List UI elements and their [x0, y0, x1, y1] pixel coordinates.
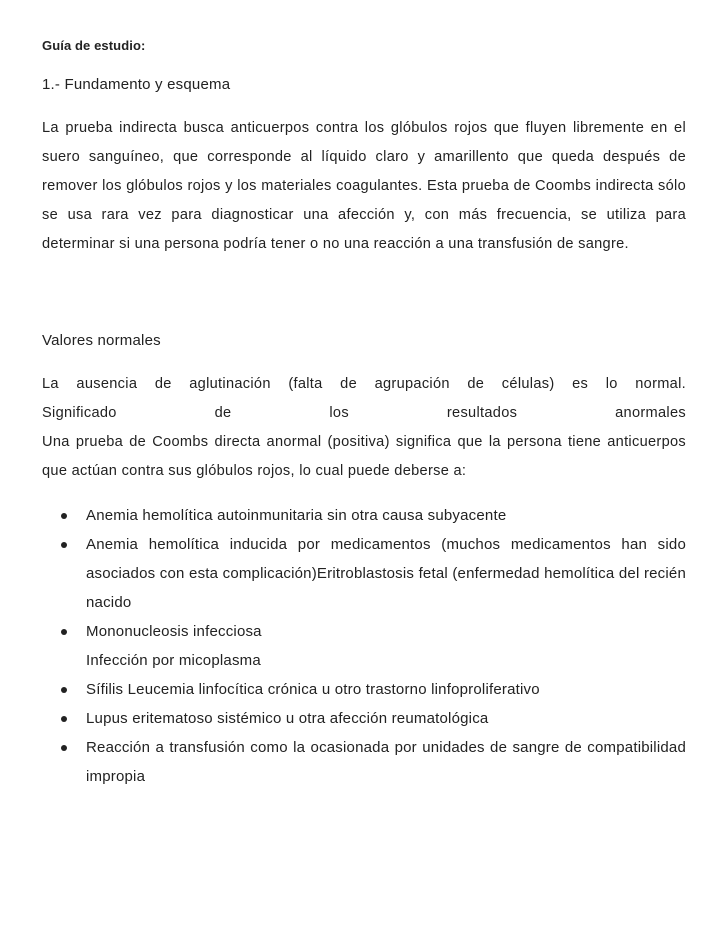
- list-item-text: Anemia hemolítica inducida por medicamentos (muchos medicamentos han sido asociados con esta complicación)Eritroblastosis fetal (enfermedad hemolítica del recién nacido: [86, 536, 686, 611]
- significance-word: de: [214, 405, 232, 421]
- bullet-icon: [61, 745, 67, 751]
- bullet-icon: [61, 629, 67, 635]
- list-item: [42, 733, 686, 791]
- list-item-text: Lupus eritematoso sistémico u otra afección reumatológica: [86, 710, 489, 727]
- normal-values-line: La ausencia de aglutinación (falta de agrupación de células) es lo normal.: [42, 376, 686, 392]
- significance-word: Significado: [42, 405, 117, 421]
- list-item-text: Anemia hemolítica autoinmunitaria sin otra causa subyacente: [86, 507, 507, 524]
- significance-word: resultados: [446, 405, 518, 421]
- significance-word: anormales: [615, 405, 686, 421]
- significance-heading: [42, 399, 686, 428]
- normal-values-block: [42, 370, 686, 428]
- bullet-icon: [61, 716, 67, 722]
- bullet-icon: [61, 687, 67, 693]
- list-item-subtext: Infección por micoplasma: [86, 652, 261, 669]
- list-item-text: Sífilis Leucemia linfocítica crónica u otro trastorno linfoproliferativo: [86, 681, 540, 698]
- bullet-icon: [61, 542, 67, 548]
- bullet-icon: [61, 513, 67, 519]
- causes-list: [42, 501, 686, 791]
- section-title-fundamento: 1.- Fundamento y esquema: [42, 76, 231, 93]
- abnormal-paragraph: Una prueba de Coombs directa anormal (positiva) significa que la persona tiene anticuerpos que actúan contra sus glóbulos rojos, lo cual puede deberse a:: [42, 434, 686, 479]
- list-item-text: Mononucleosis infecciosa: [86, 623, 262, 640]
- paragraph-fundamento: La prueba indirecta busca anticuerpos contra los glóbulos rojos que fluyen libremente en el suero sanguíneo, que corresponde al líquido claro y amarillento que queda después de remover los glóbulos rojos y los materiales coagulantes. Esta prueba de Coombs indirecta sólo se usa rara vez para diagnosticar una afección y, con más frecuencia, se utiliza para determinar si una persona podría tener o no una reacción a una transfusión de sangre.: [42, 120, 686, 252]
- list-item: [42, 530, 686, 617]
- significance-word: los: [329, 405, 349, 421]
- guide-title: Guía de estudio:: [42, 38, 146, 53]
- section-title-valores: Valores normales: [42, 332, 161, 349]
- list-item: [42, 675, 686, 704]
- list-item-text: Reacción a transfusión como la ocasionada por unidades de sangre de compatibilidad impropia: [86, 739, 686, 785]
- list-item: [42, 704, 686, 733]
- list-item: [42, 617, 686, 675]
- list-item: [42, 501, 686, 530]
